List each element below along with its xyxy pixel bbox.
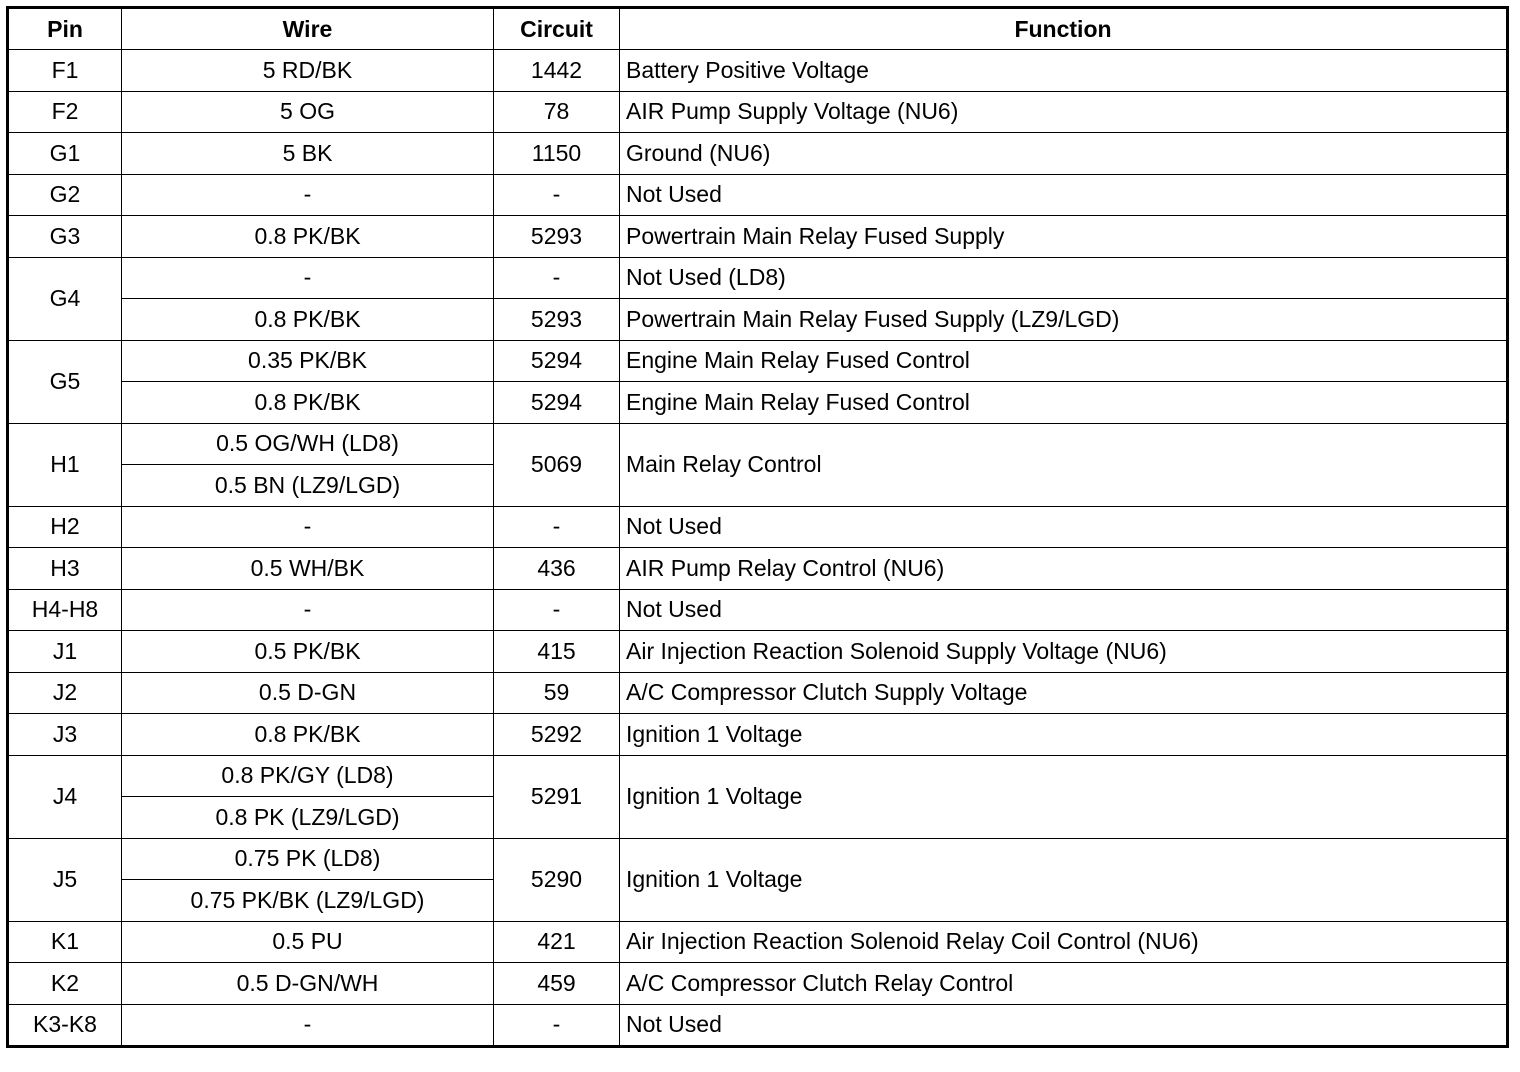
- circuit-cell: -: [494, 589, 620, 631]
- function-cell: Main Relay Control: [620, 423, 1508, 506]
- wire-cell: -: [122, 589, 494, 631]
- circuit-cell: 5290: [494, 838, 620, 921]
- pin-cell: H2: [8, 506, 122, 548]
- table-row: [8, 216, 1508, 258]
- table-row: [8, 755, 1508, 797]
- table-row: [8, 589, 1508, 631]
- pin-cell: G2: [8, 174, 122, 216]
- circuit-cell: 59: [494, 672, 620, 714]
- wire-cell: 0.8 PK/GY (LD8): [122, 755, 494, 797]
- circuit-cell: 421: [494, 921, 620, 963]
- function-cell: Ignition 1 Voltage: [620, 838, 1508, 921]
- pin-cell: J1: [8, 631, 122, 673]
- wire-cell: 5 RD/BK: [122, 50, 494, 92]
- table-row: [8, 1004, 1508, 1047]
- function-column-header: Function: [620, 8, 1508, 50]
- circuit-cell: 5069: [494, 423, 620, 506]
- circuit-cell: -: [494, 174, 620, 216]
- function-cell: Battery Positive Voltage: [620, 50, 1508, 92]
- wire-cell: 0.75 PK (LD8): [122, 838, 494, 880]
- wire-cell: 0.5 BN (LZ9/LGD): [122, 465, 494, 507]
- wire-cell: 0.8 PK/BK: [122, 299, 494, 341]
- wire-cell: -: [122, 506, 494, 548]
- table-row: [8, 133, 1508, 175]
- table-row: [8, 423, 1508, 465]
- function-cell: AIR Pump Supply Voltage (NU6): [620, 91, 1508, 133]
- table-row: [8, 631, 1508, 673]
- wire-cell: -: [122, 257, 494, 299]
- pin-cell: G3: [8, 216, 122, 258]
- wire-cell: 0.5 PU: [122, 921, 494, 963]
- function-cell: A/C Compressor Clutch Supply Voltage: [620, 672, 1508, 714]
- table-row: [8, 91, 1508, 133]
- pin-cell: F2: [8, 91, 122, 133]
- wire-cell: 0.8 PK/BK: [122, 382, 494, 424]
- function-cell: Not Used: [620, 589, 1508, 631]
- pin-cell: H3: [8, 548, 122, 590]
- wire-cell: 0.5 PK/BK: [122, 631, 494, 673]
- circuit-cell: 5292: [494, 714, 620, 756]
- table-row: [8, 174, 1508, 216]
- function-cell: Engine Main Relay Fused Control: [620, 340, 1508, 382]
- wire-cell: 0.5 WH/BK: [122, 548, 494, 590]
- pin-cell: K3-K8: [8, 1004, 122, 1047]
- function-cell: Ground (NU6): [620, 133, 1508, 175]
- table-row: [8, 340, 1508, 382]
- wire-cell: -: [122, 174, 494, 216]
- pin-cell: J3: [8, 714, 122, 756]
- table-row: [8, 299, 1508, 341]
- table-row: [8, 714, 1508, 756]
- circuit-cell: 78: [494, 91, 620, 133]
- pin-cell: G4: [8, 257, 122, 340]
- pin-cell: G1: [8, 133, 122, 175]
- pin-cell: G5: [8, 340, 122, 423]
- connector-pinout-sheet: [6, 6, 1506, 1066]
- function-cell: Powertrain Main Relay Fused Supply (LZ9/LGD): [620, 299, 1508, 341]
- function-cell: Not Used: [620, 506, 1508, 548]
- circuit-cell: 1442: [494, 50, 620, 92]
- table-row: [8, 506, 1508, 548]
- circuit-cell: -: [494, 257, 620, 299]
- function-cell: Ignition 1 Voltage: [620, 755, 1508, 838]
- header-row: [8, 8, 1508, 50]
- table-row: [8, 963, 1508, 1005]
- wire-cell: 0.8 PK/BK: [122, 216, 494, 258]
- table-row: [8, 50, 1508, 92]
- circuit-cell: -: [494, 1004, 620, 1047]
- circuit-cell: 415: [494, 631, 620, 673]
- function-cell: Powertrain Main Relay Fused Supply: [620, 216, 1508, 258]
- function-cell: Ignition 1 Voltage: [620, 714, 1508, 756]
- pin-cell: H1: [8, 423, 122, 506]
- function-cell: Air Injection Reaction Solenoid Relay Coil Control (NU6): [620, 921, 1508, 963]
- circuit-column-header: Circuit: [494, 8, 620, 50]
- wire-cell: 5 OG: [122, 91, 494, 133]
- wire-column-header: Wire: [122, 8, 494, 50]
- circuit-cell: -: [494, 506, 620, 548]
- wire-cell: 0.5 D-GN: [122, 672, 494, 714]
- table-row: [8, 548, 1508, 590]
- function-cell: A/C Compressor Clutch Relay Control: [620, 963, 1508, 1005]
- circuit-cell: 5294: [494, 340, 620, 382]
- pin-cell: K2: [8, 963, 122, 1005]
- pin-cell: J2: [8, 672, 122, 714]
- table-row: [8, 382, 1508, 424]
- circuit-cell: 436: [494, 548, 620, 590]
- circuit-cell: 1150: [494, 133, 620, 175]
- function-cell: Not Used (LD8): [620, 257, 1508, 299]
- wire-cell: 0.75 PK/BK (LZ9/LGD): [122, 880, 494, 922]
- circuit-cell: 5291: [494, 755, 620, 838]
- function-cell: Engine Main Relay Fused Control: [620, 382, 1508, 424]
- circuit-cell: 5293: [494, 216, 620, 258]
- table-row: [8, 921, 1508, 963]
- pinout-table: [6, 6, 1509, 1048]
- circuit-cell: 5294: [494, 382, 620, 424]
- function-cell: Not Used: [620, 174, 1508, 216]
- wire-cell: 0.5 OG/WH (LD8): [122, 423, 494, 465]
- wire-cell: 0.8 PK/BK: [122, 714, 494, 756]
- pin-cell: J4: [8, 755, 122, 838]
- circuit-cell: 459: [494, 963, 620, 1005]
- wire-cell: 0.5 D-GN/WH: [122, 963, 494, 1005]
- function-cell: Air Injection Reaction Solenoid Supply Voltage (NU6): [620, 631, 1508, 673]
- wire-cell: -: [122, 1004, 494, 1047]
- wire-cell: 0.35 PK/BK: [122, 340, 494, 382]
- function-cell: AIR Pump Relay Control (NU6): [620, 548, 1508, 590]
- pin-cell: K1: [8, 921, 122, 963]
- function-cell: Not Used: [620, 1004, 1508, 1047]
- table-row: [8, 672, 1508, 714]
- table-row: [8, 838, 1508, 880]
- wire-cell: 5 BK: [122, 133, 494, 175]
- pin-cell: H4-H8: [8, 589, 122, 631]
- pin-column-header: Pin: [8, 8, 122, 50]
- pin-cell: F1: [8, 50, 122, 92]
- pin-cell: J5: [8, 838, 122, 921]
- table-row: [8, 257, 1508, 299]
- wire-cell: 0.8 PK (LZ9/LGD): [122, 797, 494, 839]
- circuit-cell: 5293: [494, 299, 620, 341]
